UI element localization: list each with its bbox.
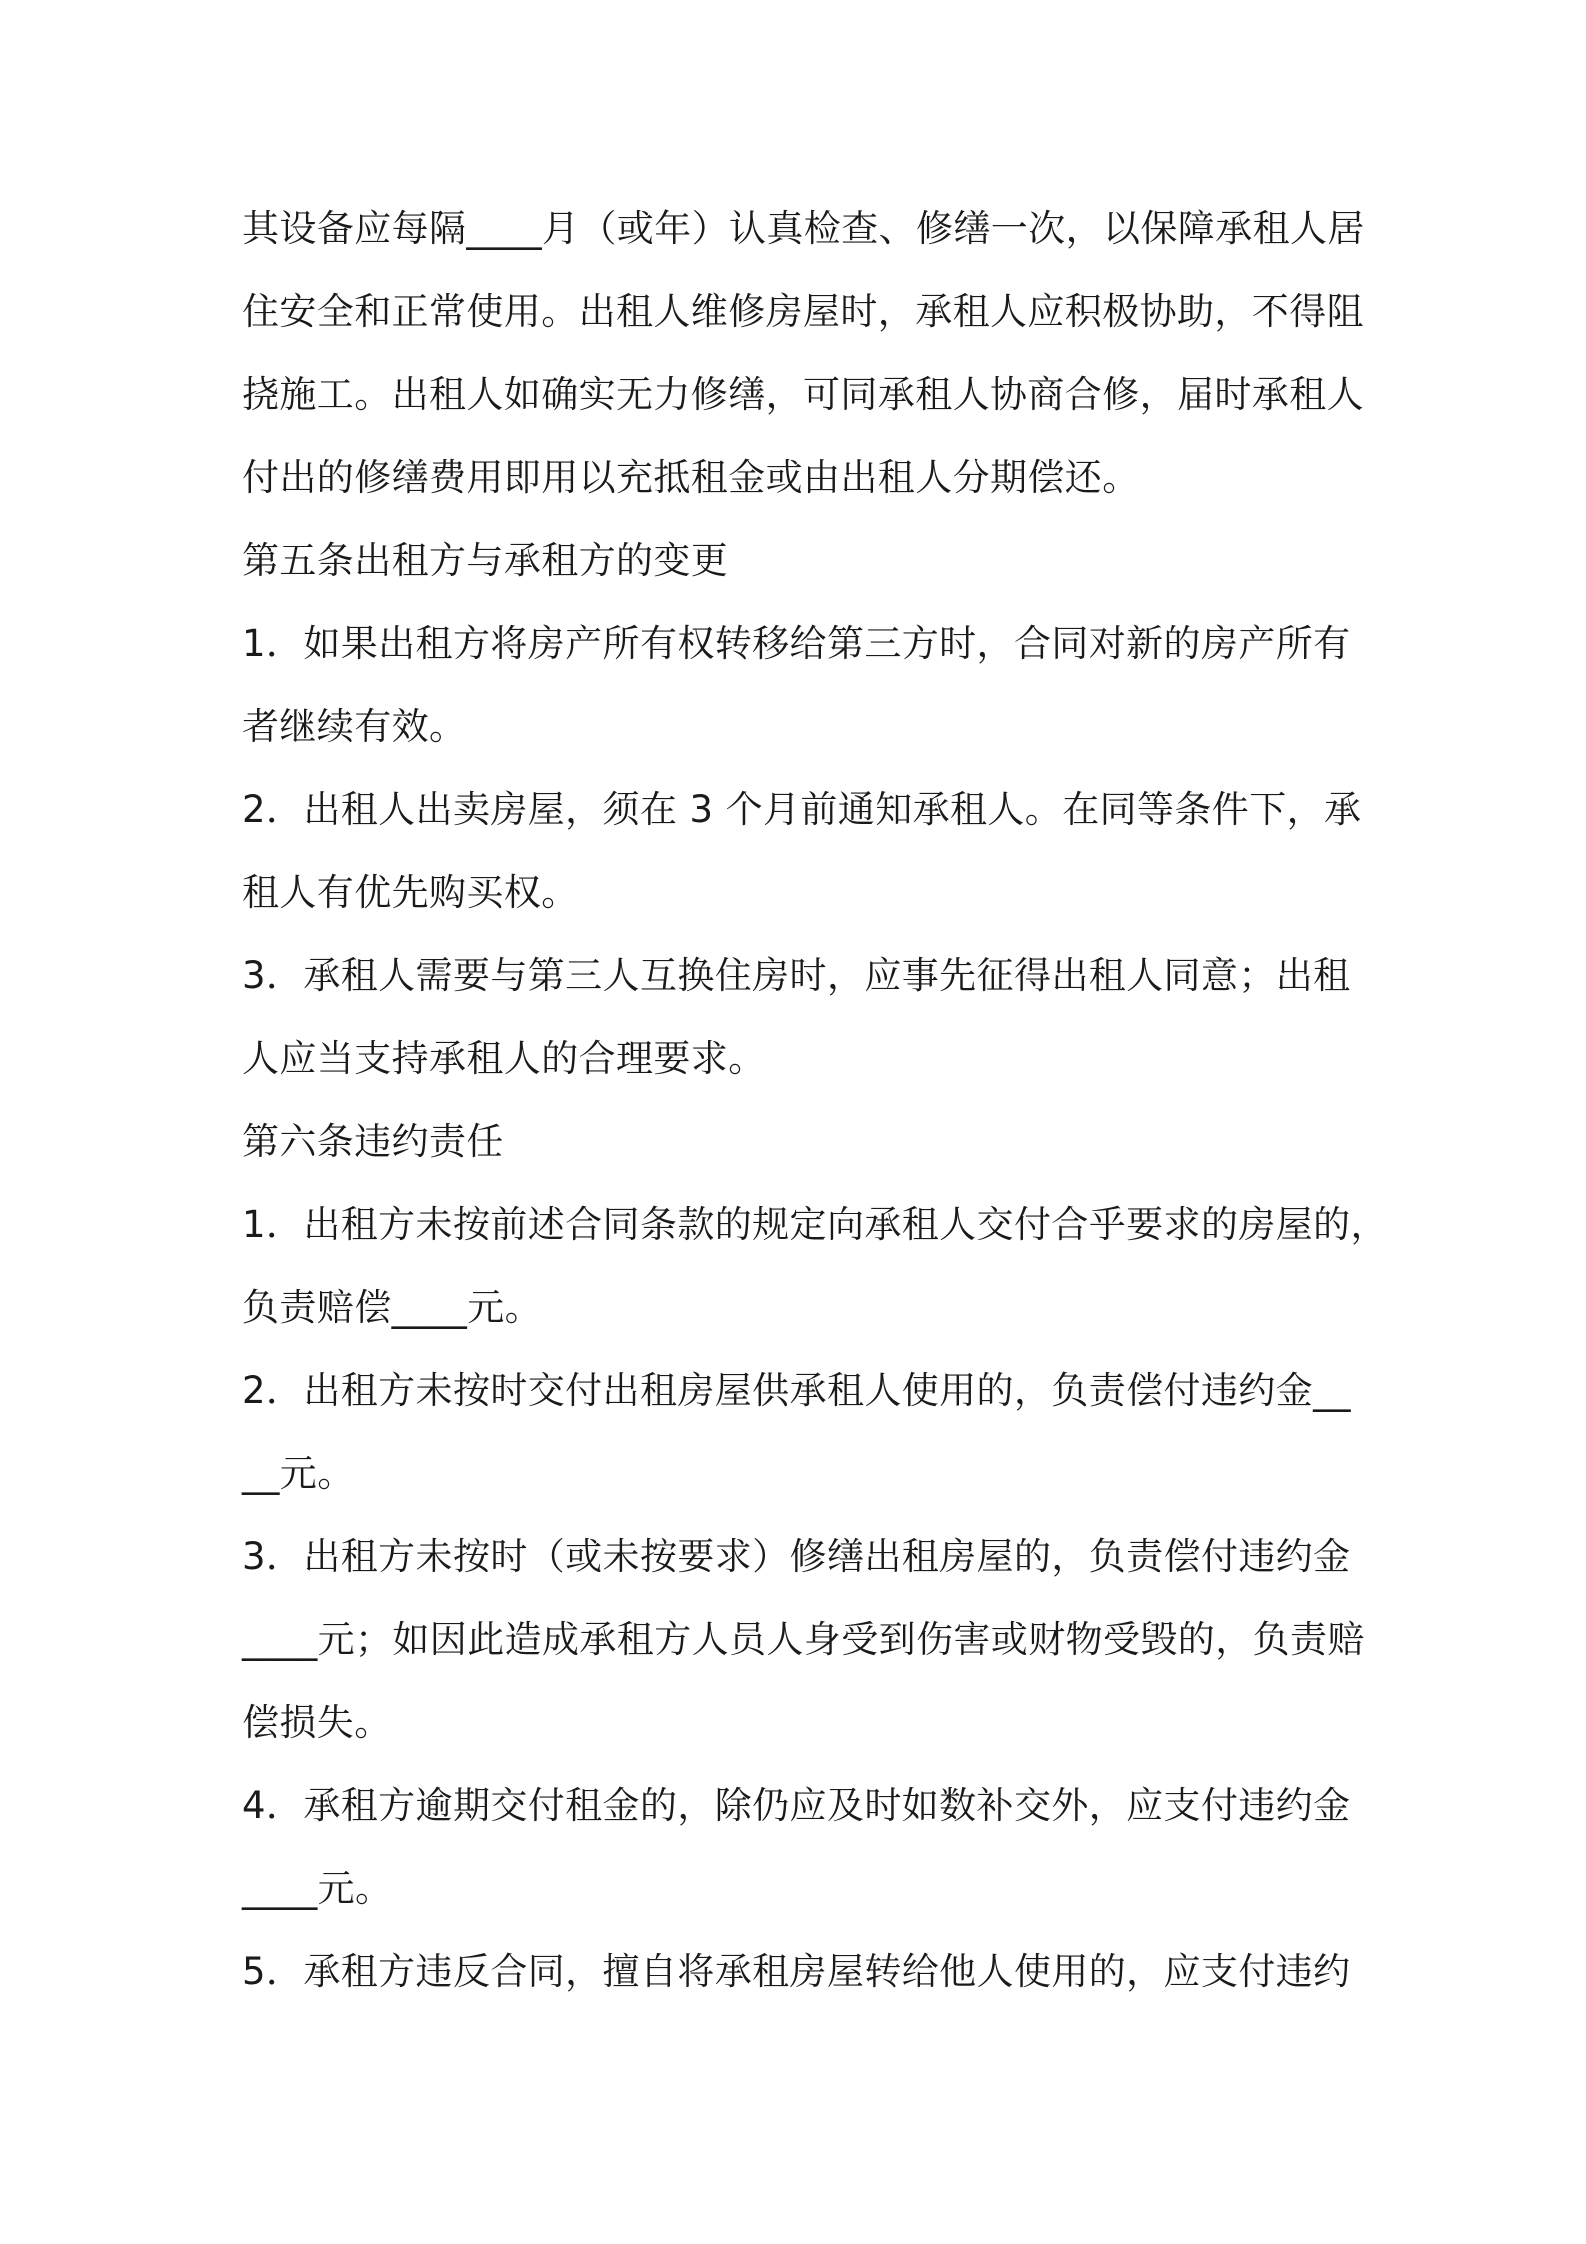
text-line: 租人有优先购买权。 (242, 871, 579, 914)
text-line: 3．承租人需要与第三人互换住房时，应事先征得出租人同意；出租 (242, 954, 1351, 997)
text-line: 2．出租方未按时交付出租房屋供承租人使用的，负责偿付违约金__ (242, 1369, 1351, 1412)
text-line: 2．出租人出卖房屋，须在 3 个月前通知承租人。在同等条件下，承 (242, 788, 1362, 831)
text-line: 住安全和正常使用。出租人维修房屋时，承租人应积极协助，不得阻 (242, 290, 1364, 333)
text-line: __元。 (242, 1452, 355, 1495)
text-line: ____元；如因此造成承租方人员人身受到伤害或财物受毁的，负责赔 (242, 1618, 1365, 1661)
section-heading: 第六条违约责任 (242, 1120, 504, 1163)
text-line: 者继续有效。 (242, 705, 467, 748)
text-line: 1．出租方未按前述合同条款的规定向承租人交付合乎要求的房屋的， (242, 1203, 1388, 1246)
text-line: 负责赔偿____元。 (242, 1286, 542, 1329)
text-line: 付出的修缮费用即用以充抵租金或由出租人分期偿还。 (242, 456, 1140, 499)
text-line: 偿损失。 (242, 1701, 392, 1744)
text-line: 人应当支持承租人的合理要求。 (242, 1037, 766, 1080)
text-line: 挠施工。出租人如确实无力修缮，可同承租人协商合修，届时承租人 (242, 373, 1364, 416)
text-line: 1．如果出租方将房产所有权转移给第三方时，合同对新的房产所有 (242, 622, 1351, 665)
text-line: ____元。 (242, 1867, 393, 1910)
text-line: 其设备应每隔____月（或年）认真检查、修缮一次，以保障承租人居 (242, 207, 1365, 250)
section-heading: 第五条出租方与承租方的变更 (242, 539, 729, 582)
text-line: 5．承租方违反合同，擅自将承租房屋转给他人使用的，应支付违约 (242, 1950, 1351, 1993)
text-line: 4．承租方逾期交付租金的，除仍应及时如数补交外，应支付违约金 (242, 1784, 1351, 1827)
text-line: 3．出租方未按时（或未按要求）修缮出租房屋的，负责偿付违约金 (242, 1535, 1351, 1578)
